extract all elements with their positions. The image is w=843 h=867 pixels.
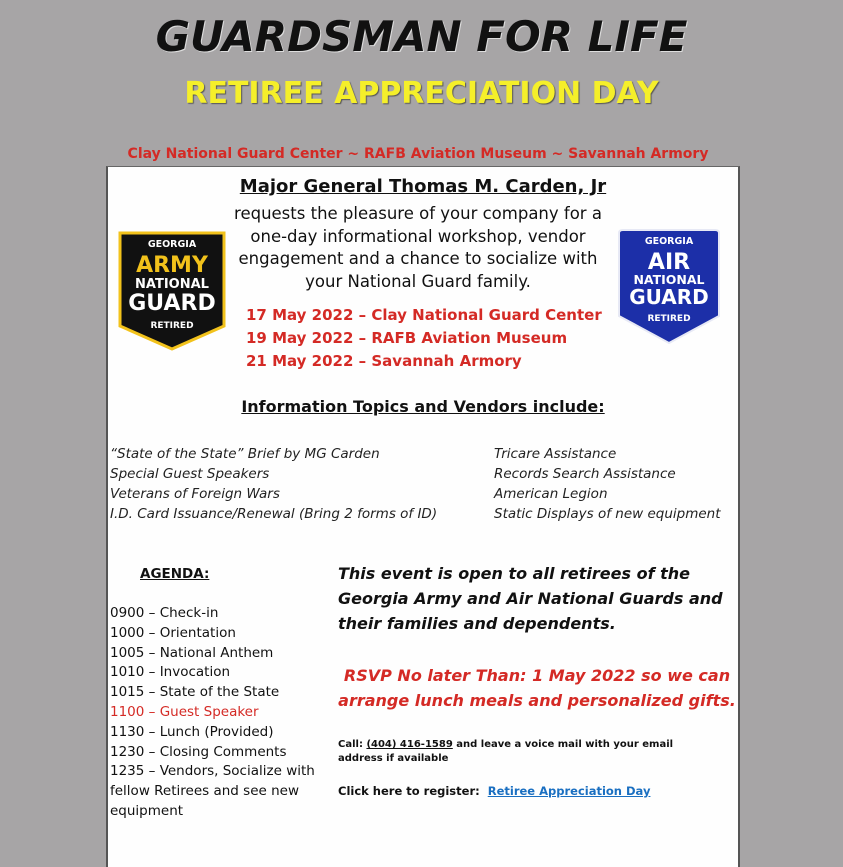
rsvp-notice: RSVP No later Than: 1 May 2022 so we can arrange lunch meals and personalized gifts.: [338, 666, 736, 710]
invitation-line: engagement and a chance to socialize with: [238, 249, 598, 268]
topics-list-left: [110, 444, 470, 524]
register-prefix: Click here to register:: [338, 784, 480, 798]
list-item: Tricare Assistance: [494, 446, 617, 462]
army-badge-top: GEORGIA: [147, 239, 197, 250]
agenda-heading: AGENDA:: [140, 566, 210, 582]
list-item: Static Displays of new equipment: [494, 506, 721, 522]
list-item: “State of the State” Brief by MG Carden: [110, 446, 380, 462]
invitation-line: one-day informational workshop, vendor: [250, 226, 586, 246]
army-badge-line2: NATIONAL: [135, 277, 209, 292]
air-national-guard-badge-icon: [615, 228, 723, 346]
agenda-item: 0900 – Check-in: [110, 605, 219, 621]
army-badge-line1: ARMY: [136, 253, 208, 278]
agenda-item: 1005 – National Anthem: [110, 644, 274, 661]
agenda-item: 1000 – Orientation: [110, 624, 236, 641]
air-badge-top: GEORGIA: [644, 236, 694, 247]
phone-number[interactable]: (404) 416-1589: [366, 739, 453, 750]
event-dates: [246, 304, 606, 373]
call-info: [338, 738, 718, 766]
agenda-item: 1010 – Invocation: [110, 664, 231, 681]
agenda-item: 1015 – State of the State: [110, 684, 280, 701]
agenda-list: [110, 604, 320, 822]
list-item: Veterans of Foreign Wars: [110, 486, 280, 502]
topics-heading: Information Topics and Vendors include:: [241, 397, 605, 416]
list-item: American Legion: [494, 486, 608, 502]
air-badge-line1: AIR: [647, 250, 691, 275]
event-date: 17 May 2022 – Clay National Guard Center: [246, 306, 602, 324]
army-badge-line3: GUARD: [128, 291, 216, 316]
host-name: Major General Thomas M. Carden, Jr: [239, 176, 607, 197]
agenda-item: 1130 – Lunch (Provided): [110, 723, 274, 740]
call-suffix: and leave a voice mail with your email address if available: [338, 739, 674, 764]
locations-banner: Clay National Guard Center ~ RAFB Aviation Museum ~ Savannah Armory: [127, 146, 709, 162]
event-date: 19 May 2022 – RAFB Aviation Museum: [246, 329, 568, 347]
invitation-line: your National Guard family.: [305, 271, 531, 291]
list-item: Records Search Assistance: [494, 466, 676, 482]
call-prefix: Call:: [338, 739, 363, 750]
event-date: 21 May 2022 – Savannah Armory: [246, 352, 522, 370]
event-eligibility: This event is open to all retirees of the Georgia Army and Air National Guards and their families and dependents.: [338, 564, 723, 633]
list-item: Special Guest Speakers: [110, 466, 270, 482]
register-info: [338, 784, 728, 798]
agenda-item: 1235 – Vendors, Socialize with fellow Retirees and see new equipment: [110, 763, 315, 819]
flyer-card: [106, 166, 740, 867]
topics-list-right: [494, 444, 734, 524]
agenda-item: 1230 – Closing Comments: [110, 743, 287, 760]
register-link[interactable]: Retiree Appreciation Day: [487, 784, 651, 798]
army-badge-bottom: RETIRED: [150, 321, 194, 331]
invitation-text: [228, 203, 608, 293]
army-national-guard-badge-icon: [117, 230, 227, 352]
air-badge-line2: NATIONAL: [633, 272, 705, 287]
invitation-line: requests the pleasure of your company for a: [234, 204, 602, 223]
agenda-item-highlight: 1100 – Guest Speaker: [110, 703, 259, 720]
flyer-title: GUARDSMAN FOR LIFE: [155, 12, 688, 61]
air-badge-line3: GUARD: [629, 285, 709, 309]
air-badge-bottom: RETIRED: [647, 314, 691, 324]
list-item: I.D. Card Issuance/Renewal (Bring 2 forms of ID): [110, 506, 438, 522]
flyer-subtitle: RETIREE APPRECIATION DAY: [184, 76, 659, 111]
